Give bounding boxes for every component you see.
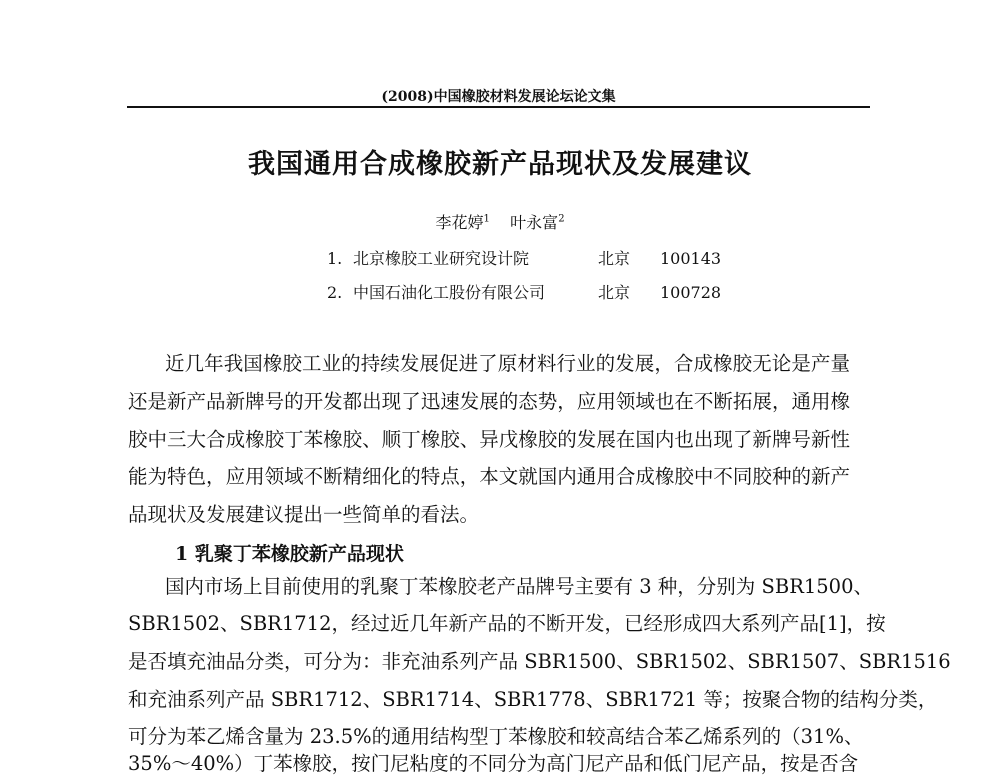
text-line: 能为特色，应用领域不断精细化的特点，本文就国内通用合成橡胶中不同胶种的新产 bbox=[128, 465, 850, 488]
paper-title: 我国通用合成橡胶新产品现状及发展建议 bbox=[248, 149, 752, 180]
running-header: (2008)中国橡胶材料发展论坛论文集 bbox=[381, 89, 616, 105]
section-heading: 1 乳聚丁苯橡胶新产品现状 bbox=[175, 543, 404, 565]
text-line: 近几年我国橡胶工业的持续发展促进了原材料行业的发展，合成橡胶无论是产量 bbox=[165, 352, 850, 375]
affiliation-postcode: 100728 bbox=[660, 283, 722, 302]
text-line: 是否填充油品分类，可分为：非充油系列产品 SBR1500、SBR1502、SBR1507、SBR1516 bbox=[128, 650, 951, 673]
affiliation bbox=[327, 280, 721, 303]
affiliation-label: 2. bbox=[327, 283, 343, 302]
header-rule bbox=[127, 106, 870, 108]
author-name: 李花婷 bbox=[435, 213, 484, 232]
text-line: 胶中三大合成橡胶丁苯橡胶、顺丁橡胶、异戊橡胶的发展在国内也出现了新牌号新性 bbox=[128, 428, 850, 451]
affiliation-city: 北京 bbox=[598, 249, 631, 268]
text-line: 国内市场上目前使用的乳聚丁苯橡胶老产品牌号主要有 3 种，分别为 SBR1500、 bbox=[165, 575, 873, 598]
author-mark: 1 bbox=[483, 213, 490, 225]
affiliation-name: 北京橡胶工业研究设计院 bbox=[353, 249, 530, 268]
text-line: 还是新产品新牌号的开发都出现了迅速发展的态势，应用领域也在不断拓展，通用橡 bbox=[128, 390, 850, 413]
affiliation-postcode: 100143 bbox=[660, 249, 722, 268]
text-line: 可分为苯乙烯含量为 23.5%的通用结构型丁苯橡胶和较高结合苯乙烯系列的（31%、 bbox=[128, 725, 864, 748]
author-list bbox=[0, 210, 1000, 233]
author-mark: 2 bbox=[558, 213, 565, 225]
affiliation-label: 1. bbox=[327, 249, 343, 268]
affiliation bbox=[327, 246, 721, 269]
affiliation-city: 北京 bbox=[598, 283, 631, 302]
affiliation-name: 中国石油化工股份有限公司 bbox=[353, 283, 546, 302]
text-line: 35%～40%）丁苯橡胶，按门尼粘度的不同分为高门尼产品和低门尼产品，按是否含 bbox=[128, 752, 859, 775]
text-line: 和充油系列产品 SBR1712、SBR1714、SBR1778、SBR1721 等；按聚合物的结构分类， bbox=[128, 688, 938, 711]
author-name: 叶永富 bbox=[510, 213, 559, 232]
text-line: 品现状及发展建议提出一些简单的看法。 bbox=[128, 503, 480, 526]
text-line: SBR1502、SBR1712，经过近几年新产品的不断开发，已经形成四大系列产品[1]，按 bbox=[128, 612, 886, 635]
